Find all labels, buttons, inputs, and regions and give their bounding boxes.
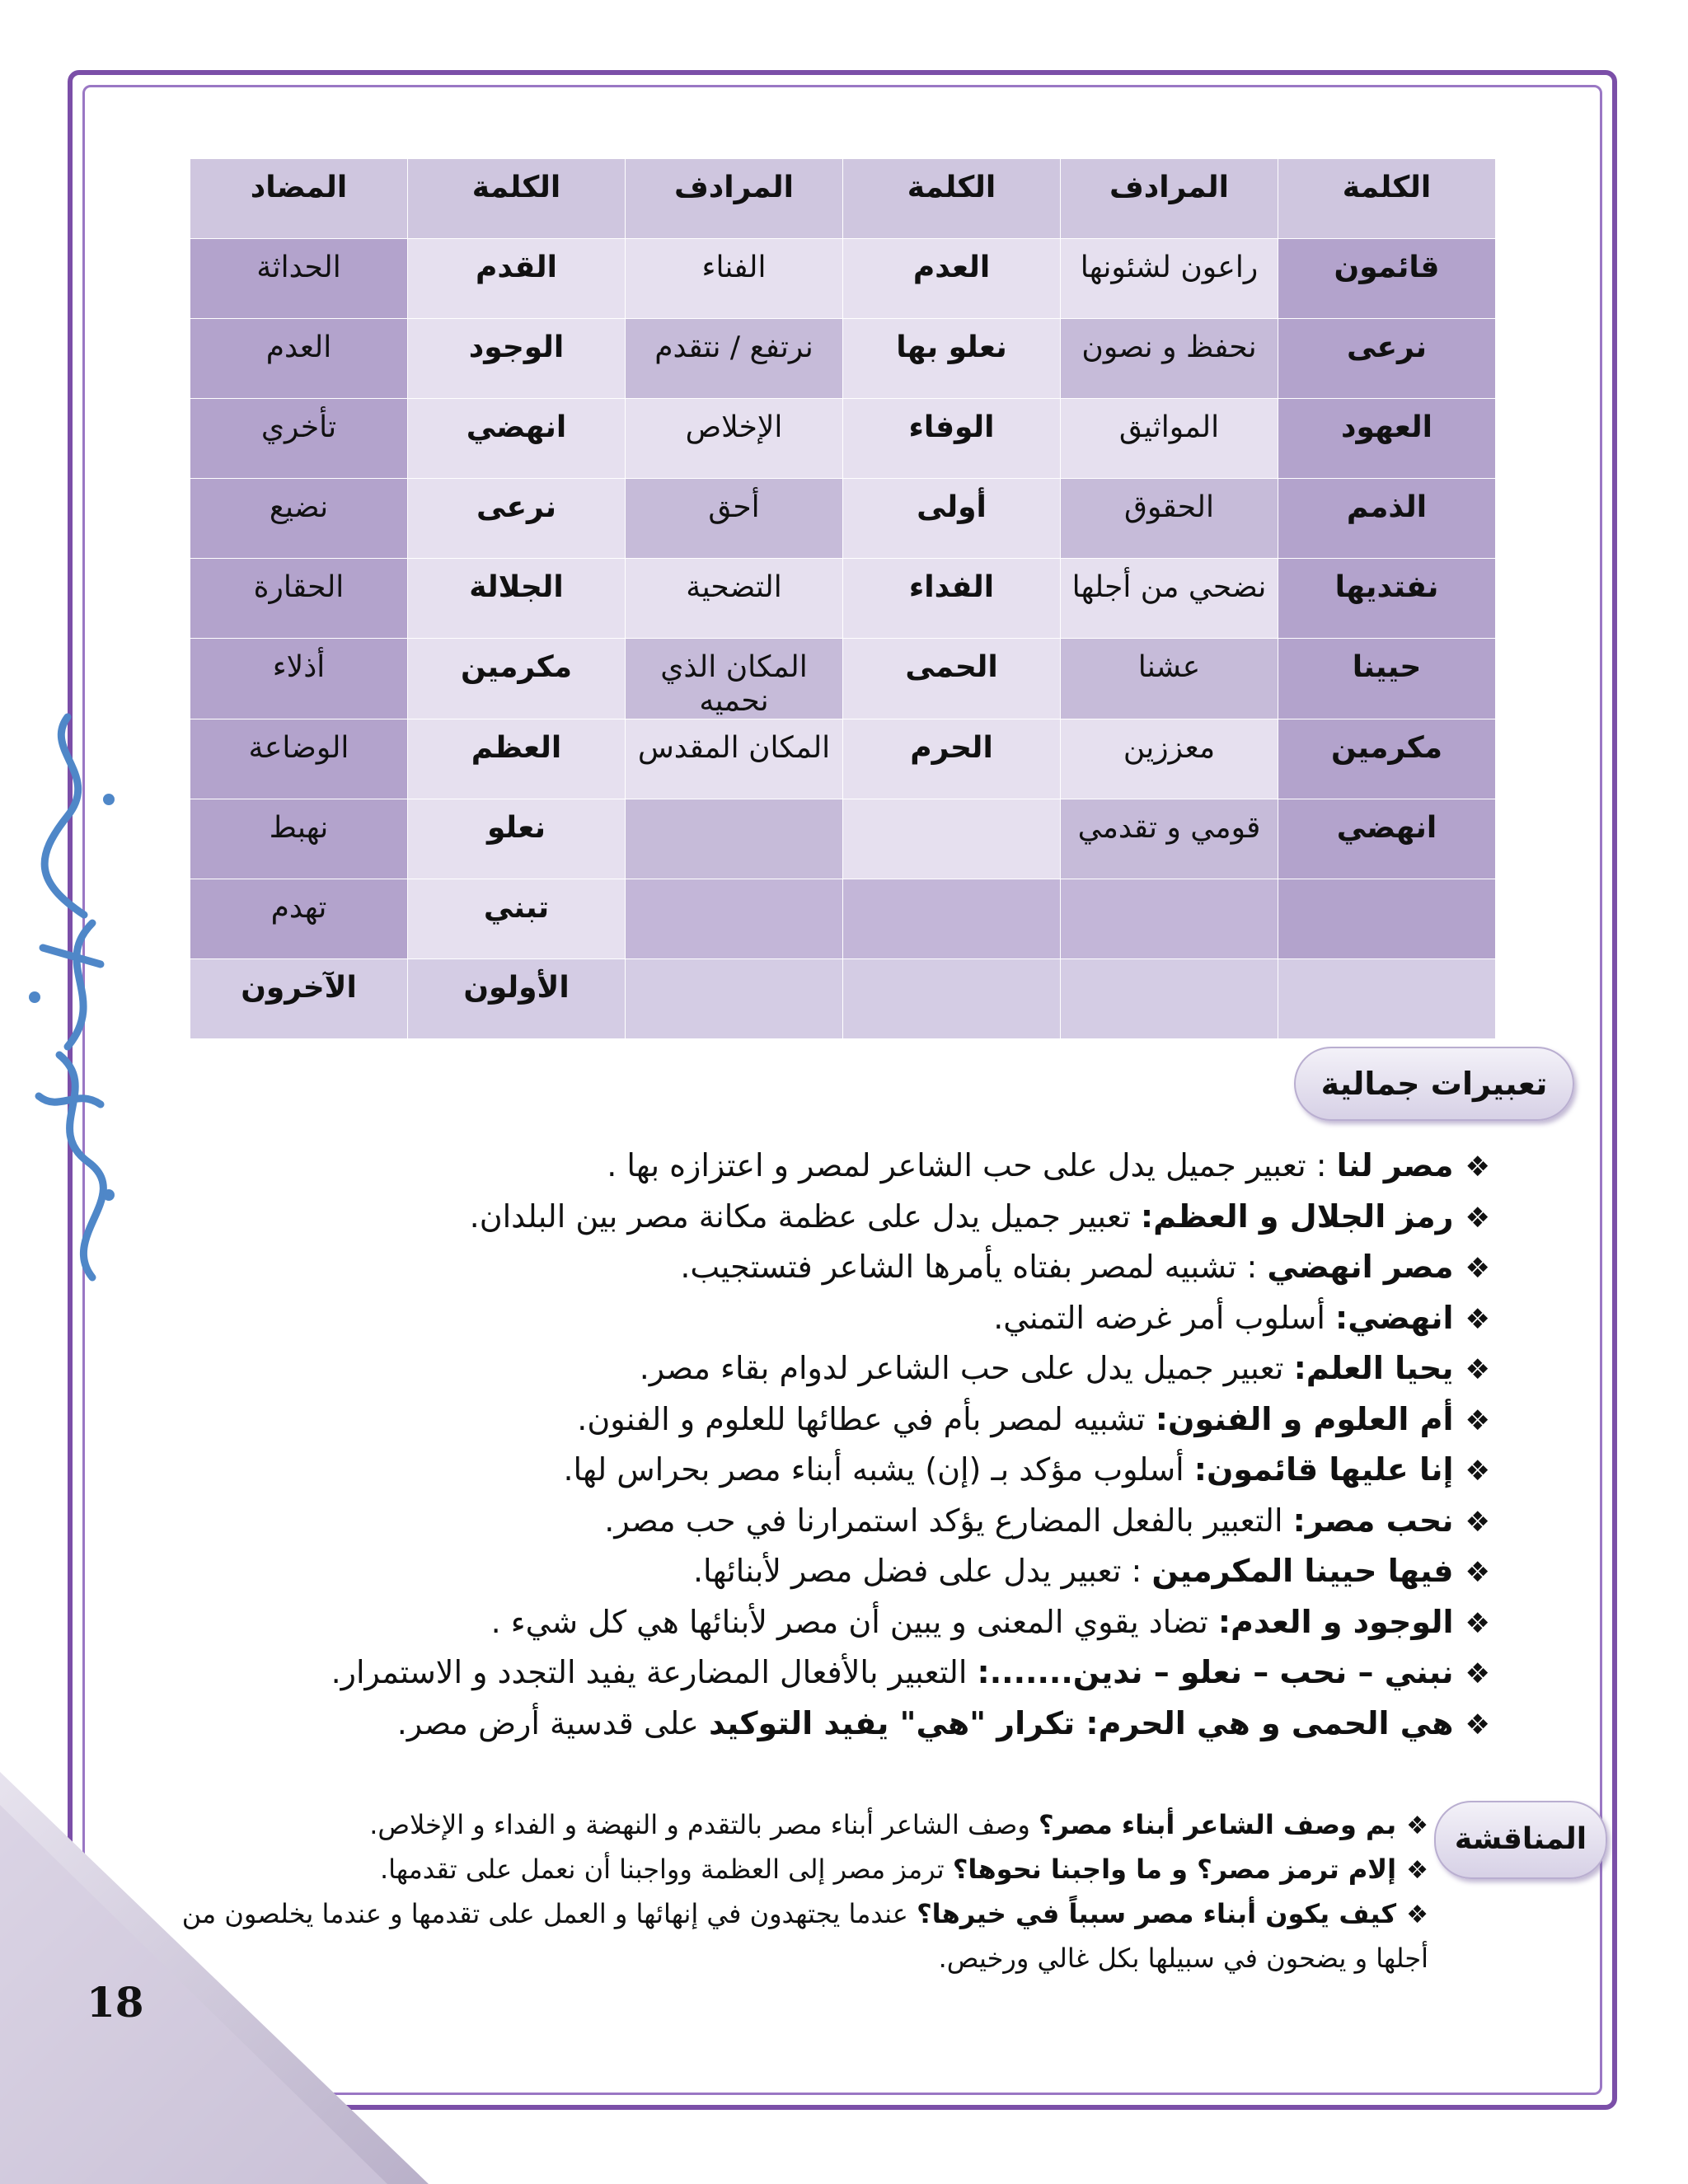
bullet-icon: ❖ — [1465, 1302, 1490, 1336]
table-cell: نهبط — [190, 799, 408, 879]
discussion-question: بم وصف الشاعر أبناء مصر؟ — [1038, 1809, 1397, 1840]
table-cell: مكرمين — [1278, 719, 1496, 799]
table-cell: الحرم — [843, 719, 1061, 799]
table-row — [190, 479, 1496, 559]
expression-text: تعبير جميل يدل على حب الشاعر لدوام بقاء مصر. — [639, 1350, 1294, 1386]
table-cell — [843, 879, 1061, 959]
list-item — [237, 1193, 1490, 1244]
discussion-answer: عندما يجتهدون في إنهائها و العمل على تقدمها و عندما يخلصون من أجلها و يضحون في سبيلها بكل غالي ورخيص. — [181, 1898, 1428, 1974]
list-item — [237, 1648, 1490, 1699]
expression-key: مصر لنا — [1336, 1147, 1454, 1183]
table-cell — [843, 959, 1061, 1039]
table-header-row — [190, 159, 1496, 239]
expression-key: أم العلوم و الفنون: — [1155, 1400, 1454, 1437]
table-cell: راعون لشئونها — [1061, 239, 1278, 319]
table-cell: نضيع — [190, 479, 408, 559]
table-cell: الحقارة — [190, 559, 408, 639]
table-cell: نرتفع / نتقدم — [626, 319, 843, 399]
list-item — [237, 1344, 1490, 1395]
table-cell — [1061, 879, 1278, 959]
table-cell — [1278, 879, 1496, 959]
bullet-icon: ❖ — [1406, 1900, 1428, 1929]
table-cell — [843, 799, 1061, 879]
expression-key: هي الحمى و هي الحرم: تكرار "هي" يفيد التوكيد — [708, 1704, 1454, 1741]
expression-text: : تعبير جميل يدل على حب الشاعر لمصر و اعتزازه بها . — [607, 1147, 1337, 1183]
table-cell: الوضاعة — [190, 719, 408, 799]
table-header: المرادف — [1061, 159, 1278, 239]
table-row — [190, 639, 1496, 719]
table-cell: العدم — [843, 239, 1061, 319]
list-item — [237, 1294, 1490, 1345]
expression-text: أسلوب مؤكد بـ (إن) يشبه أبناء مصر بحراس لها. — [563, 1451, 1194, 1488]
table-cell: نعلو — [408, 799, 626, 879]
table-cell: القدم — [408, 239, 626, 319]
table-cell: تهدم — [190, 879, 408, 959]
page-number: 18 — [87, 1978, 144, 2027]
table-cell: تبني — [408, 879, 626, 959]
table-cell: نرعى — [408, 479, 626, 559]
table-row — [190, 879, 1496, 959]
table-row — [190, 559, 1496, 639]
expression-key: نحب مصر: — [1292, 1502, 1454, 1539]
table-cell — [626, 799, 843, 879]
table-cell: العظم — [408, 719, 626, 799]
table-cell — [626, 879, 843, 959]
table-cell: نفتديها — [1278, 559, 1496, 639]
list-item — [176, 1892, 1428, 1980]
table-cell: أحق — [626, 479, 843, 559]
list-item — [237, 1497, 1490, 1548]
table-cell: الإخلاص — [626, 399, 843, 479]
expression-key: فيها حيينا المكرمين — [1151, 1553, 1454, 1589]
table-cell: المواثيق — [1061, 399, 1278, 479]
table-cell: العهود — [1278, 399, 1496, 479]
table-cell: نحفظ و نصون — [1061, 319, 1278, 399]
expression-text: : تشبيه لمصر بفتاه يأمرها الشاعر فتستجيب. — [680, 1249, 1268, 1285]
table-header: الكلمة — [408, 159, 626, 239]
expression-text: التعبير بالفعل المضارع يؤكد استمرارنا في حب مصر. — [604, 1502, 1293, 1539]
table-header: الكلمة — [1278, 159, 1496, 239]
bullet-icon: ❖ — [1465, 1201, 1490, 1235]
bullet-icon: ❖ — [1465, 1708, 1490, 1741]
expression-key: نبني – نحب – نعلو – ندين.......: — [977, 1654, 1454, 1690]
table-cell: مكرمين — [408, 639, 626, 719]
bullet-icon: ❖ — [1465, 1252, 1490, 1285]
table-cell: عشنا — [1061, 639, 1278, 719]
section-title-expressions: تعبيرات جمالية — [1294, 1047, 1574, 1121]
expression-key: مصر انهضي — [1267, 1249, 1454, 1285]
table-header: المرادف — [626, 159, 843, 239]
expressions-list — [237, 1141, 1490, 1750]
table-cell — [1278, 959, 1496, 1039]
table-row — [190, 239, 1496, 319]
signature-watermark — [10, 701, 134, 1327]
table-row — [190, 399, 1496, 479]
table-cell: المكان الذي نحميه — [626, 639, 843, 719]
table-row — [190, 799, 1496, 879]
section-title-discussion: المناقشة — [1434, 1801, 1607, 1879]
bullet-icon: ❖ — [1465, 1353, 1490, 1386]
discussion-list — [176, 1803, 1428, 1980]
table-cell — [1061, 959, 1278, 1039]
table-cell: أذلاء — [190, 639, 408, 719]
table-cell: نرعى — [1278, 319, 1496, 399]
list-item — [176, 1848, 1428, 1892]
bullet-icon: ❖ — [1406, 1856, 1428, 1885]
discussion-question: كيف يكون أبناء مصر سبباً في خيرها؟ — [917, 1898, 1397, 1929]
table-cell: الحقوق — [1061, 479, 1278, 559]
table-cell: المكان المقدس — [626, 719, 843, 799]
table-cell — [626, 959, 843, 1039]
expression-text: على قدسية أرض مصر. — [396, 1704, 709, 1741]
bullet-icon: ❖ — [1465, 1657, 1490, 1690]
discussion-answer: ترمز مصر إلى العظمة وواجبنا أن نعمل على تقدمها. — [379, 1854, 953, 1885]
list-item — [237, 1547, 1490, 1598]
table-cell: قومي و تقدمي — [1061, 799, 1278, 879]
table-header: المضاد — [190, 159, 408, 239]
table-cell: الوجود — [408, 319, 626, 399]
list-item — [237, 1141, 1490, 1193]
table-row — [190, 959, 1496, 1039]
list-item — [176, 1803, 1428, 1848]
expression-text: تشبيه لمصر بأم في عطائها للعلوم و الفنون. — [577, 1400, 1156, 1437]
table-cell: حيينا — [1278, 639, 1496, 719]
table-cell: انهضي — [408, 399, 626, 479]
list-item — [237, 1446, 1490, 1497]
table-row — [190, 319, 1496, 399]
table-cell: نعلو بها — [843, 319, 1061, 399]
bullet-icon: ❖ — [1465, 1606, 1490, 1640]
bullet-icon: ❖ — [1406, 1811, 1428, 1840]
table-cell: الفداء — [843, 559, 1061, 639]
list-item — [237, 1243, 1490, 1294]
table-cell: الحداثة — [190, 239, 408, 319]
table-cell: معززين — [1061, 719, 1278, 799]
expression-key: الوجود و العدم: — [1217, 1603, 1454, 1640]
discussion-question: إلام ترمز مصر؟ و ما واجبنا نحوها؟ — [952, 1854, 1397, 1885]
table-cell: التضحية — [626, 559, 843, 639]
table-cell: الأولون — [408, 959, 626, 1039]
expression-key: إنا عليها قائمون: — [1193, 1451, 1454, 1488]
table-row — [190, 719, 1496, 799]
table-cell: الحمى — [843, 639, 1061, 719]
table-cell: الفناء — [626, 239, 843, 319]
table-header: الكلمة — [843, 159, 1061, 239]
bullet-icon: ❖ — [1465, 1505, 1490, 1539]
expression-key: يحيا العلم: — [1293, 1350, 1454, 1386]
table-cell: الوفاء — [843, 399, 1061, 479]
bullet-icon: ❖ — [1465, 1151, 1490, 1183]
expression-key: رمز الجلال و العظم: — [1140, 1197, 1454, 1235]
list-item — [237, 1598, 1490, 1649]
table-cell: الذمم — [1278, 479, 1496, 559]
list-item — [237, 1395, 1490, 1446]
expression-text: : تعبير يدل على فضل مصر لأبنائها. — [692, 1553, 1152, 1589]
table-cell: قائمون — [1278, 239, 1496, 319]
table-cell: الجلالة — [408, 559, 626, 639]
bullet-icon: ❖ — [1465, 1455, 1490, 1488]
table-cell: انهضي — [1278, 799, 1496, 879]
bullet-icon: ❖ — [1465, 1556, 1490, 1589]
expression-text: تضاد يقوي المعنى و يبين أن مصر لأبنائها هي كل شيء . — [490, 1603, 1218, 1640]
bullet-icon: ❖ — [1465, 1404, 1490, 1437]
expression-text: التعبير بالأفعال المضارعة يفيد التجدد و الاستمرار. — [331, 1654, 978, 1690]
table-cell: أولى — [843, 479, 1061, 559]
vocabulary-table — [190, 158, 1496, 1039]
expression-text: تعبير جميل يدل على عظمة مكانة مصر بين البلدان. — [469, 1197, 1141, 1235]
list-item — [237, 1699, 1490, 1750]
table-cell: نضحي من أجلها — [1061, 559, 1278, 639]
table-cell: تأخري — [190, 399, 408, 479]
expression-key: انهضي: — [1335, 1299, 1454, 1336]
table-cell: الآخرون — [190, 959, 408, 1039]
discussion-answer: وصف الشاعر أبناء مصر بالتقدم و النهضة و الفداء و الإخلاص. — [369, 1809, 1039, 1840]
table-cell: العدم — [190, 319, 408, 399]
expression-text: أسلوب أمر غرضه التمني. — [993, 1299, 1336, 1336]
